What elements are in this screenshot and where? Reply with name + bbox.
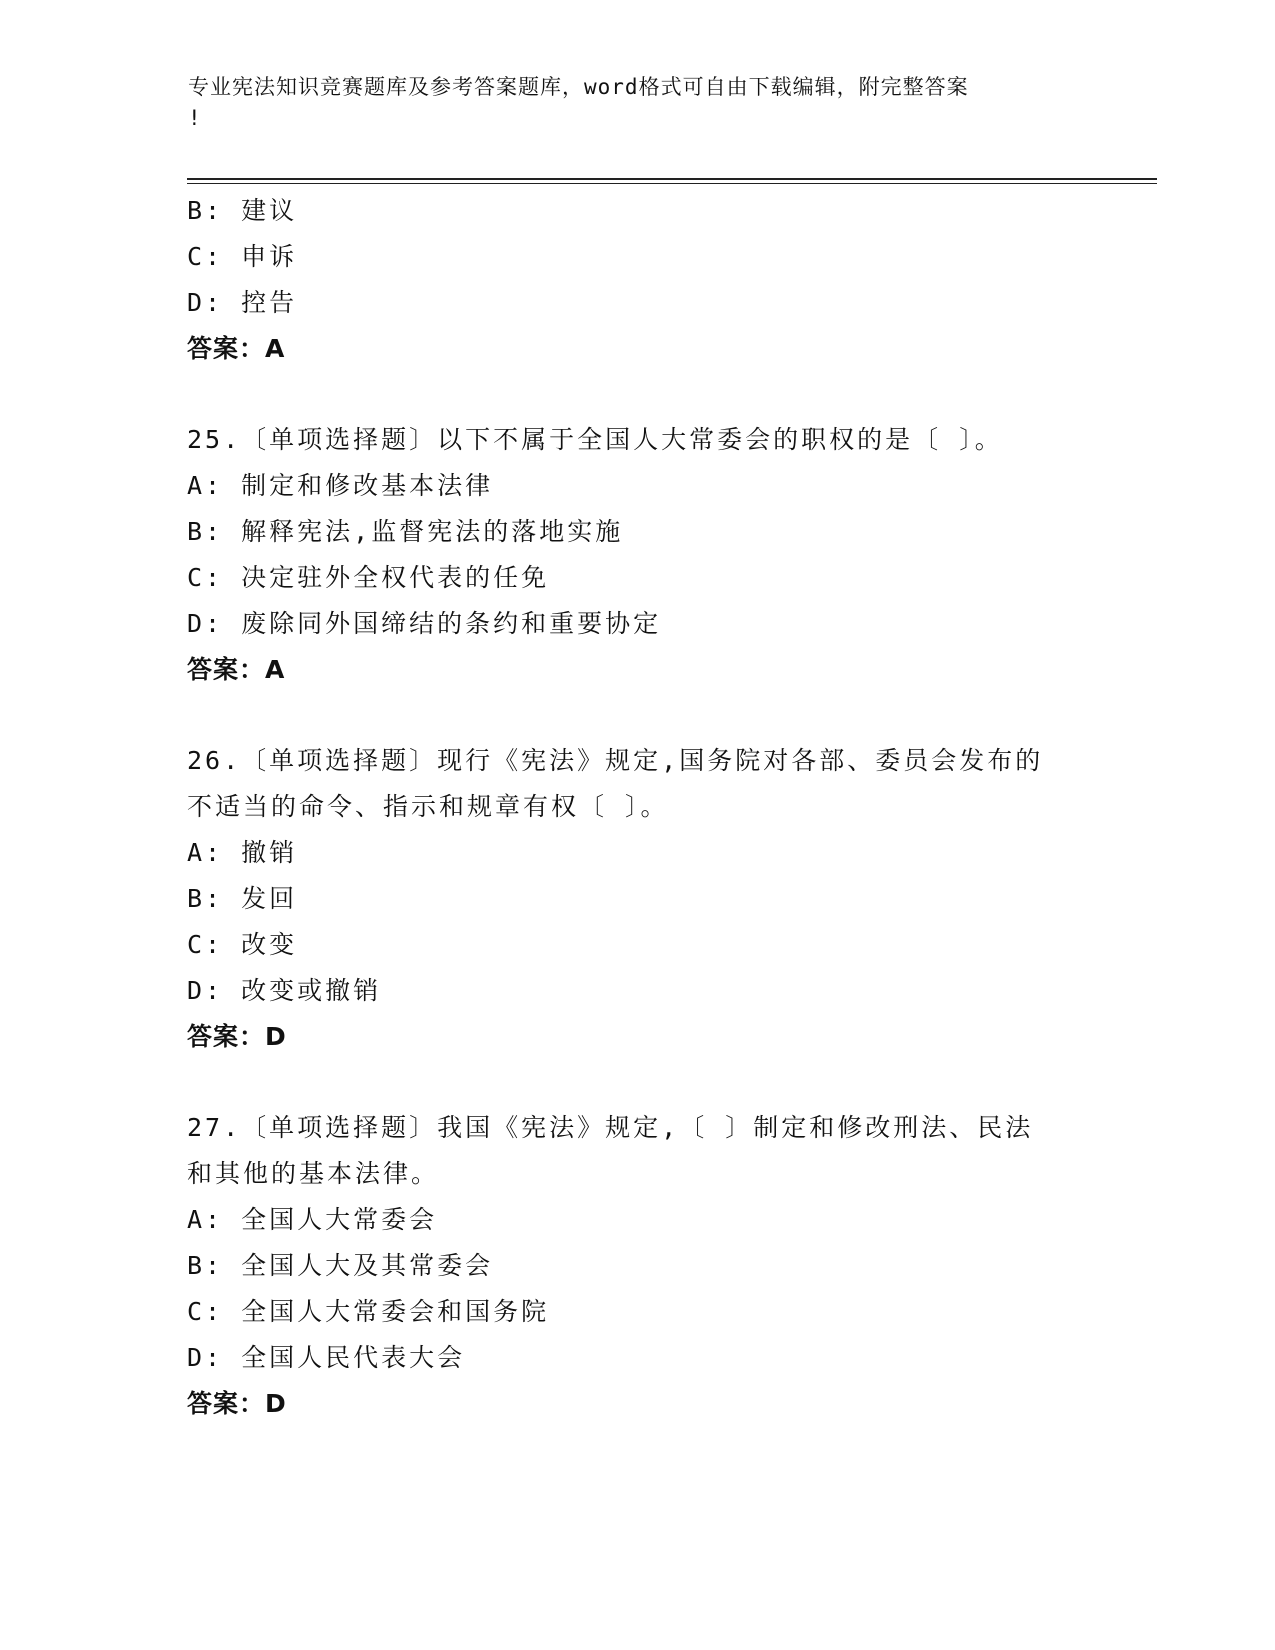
question-stem: 26.〔单项选择题〕现行《宪法》规定,国务院对各部、委员会发布的 [187,746,1044,775]
option-b: B: 解释宪法,监督宪法的落地实施 [187,517,624,546]
answer-line: 答案：A [187,655,286,684]
question-stem-continued: 和其他的基本法律。 [187,1159,440,1188]
option-c: C: 申诉 [187,242,298,271]
answer-line: 答案：D [187,1389,287,1418]
question-stem-continued: 不适当的命令、指示和规章有权〔 〕。 [187,792,669,821]
question-stem: 27.〔单项选择题〕我国《宪法》规定,〔 〕制定和修改刑法、民法 [187,1113,1034,1142]
question-stem: 25.〔单项选择题〕以下不属于全国人大常委会的职权的是〔 〕。 [187,425,1003,454]
document-header [188,72,1068,134]
option-d: D: 控告 [187,288,298,317]
header-line-2: ! [188,106,202,130]
option-b: B: 发回 [187,884,298,913]
question-27 [187,1105,1087,1427]
option-b: B: 全国人大及其常委会 [187,1251,494,1280]
question-content [187,188,1087,1427]
option-a: A: 全国人大常委会 [187,1205,438,1234]
header-divider-thick [187,178,1157,180]
question-25 [187,417,1087,693]
carryover-question [187,188,1087,372]
answer-line: 答案：D [187,1022,287,1051]
question-26 [187,738,1087,1060]
spacer [187,372,1087,417]
spacer [187,693,1087,738]
spacer [187,1060,1087,1105]
option-d: D: 改变或撤销 [187,976,382,1005]
option-a: A: 撤销 [187,838,298,867]
option-d: D: 废除同外国缔结的条约和重要协定 [187,609,662,638]
option-b: B: 建议 [187,196,298,225]
header-divider-thin [187,183,1157,184]
option-d: D: 全国人民代表大会 [187,1343,466,1372]
option-c: C: 全国人大常委会和国务院 [187,1297,550,1326]
option-c: C: 决定驻外全权代表的任免 [187,563,550,592]
option-a: A: 制定和修改基本法律 [187,471,494,500]
header-line-1: 专业宪法知识竞赛题库及参考答案题库，word格式可自由下载编辑，附完整答案 [188,75,969,99]
answer-line: 答案：A [187,334,286,363]
option-c: C: 改变 [187,930,298,959]
